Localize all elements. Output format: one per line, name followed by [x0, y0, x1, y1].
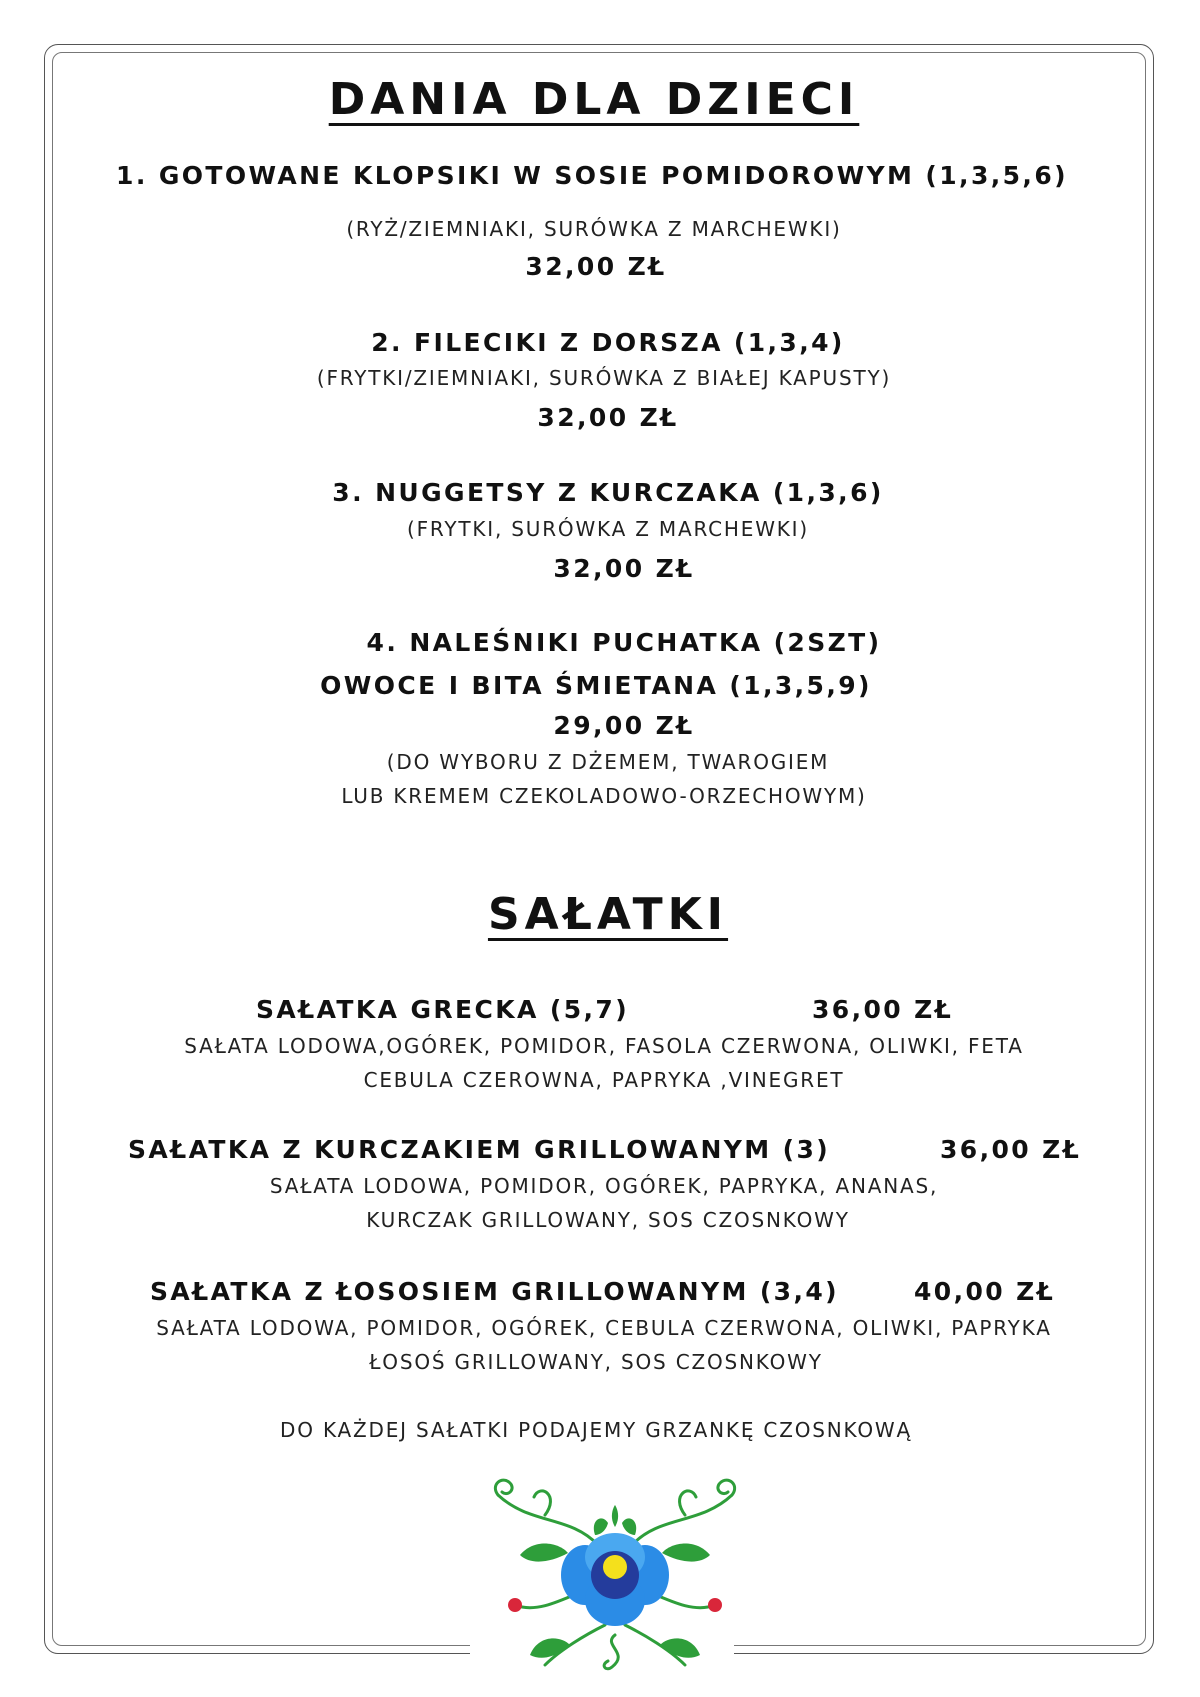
salad-3-desc-2: ŁOSOŚ GRILLOWANY, SOS CZOSNKOWY: [369, 1350, 823, 1374]
kids-item-4-desc: (DO WYBORU Z DŻEMEM, TWAROGIEM: [386, 750, 830, 774]
kids-item-3-price: 32,00 ZŁ: [553, 554, 695, 583]
salad-1-name: SAŁATKA GRECKA (5,7): [256, 995, 630, 1024]
kids-item-1-price: 32,00 ZŁ: [525, 252, 667, 281]
salad-2-desc-2: KURCZAK GRILLOWANY, SOS CZOSNKOWY: [366, 1208, 850, 1232]
salad-3-name: SAŁATKA Z ŁOSOSIEM GRILLOWANYM (3,4): [150, 1277, 839, 1306]
kids-item-4-name-2: OWOCE I BITA ŚMIETANA (1,3,5,9): [320, 671, 872, 700]
salads-note: DO KAŻDEJ SAŁATKI PODAJEMY GRZANKĘ CZOSNKOWĄ: [280, 1418, 912, 1442]
kids-item-2-price: 32,00 ZŁ: [537, 403, 679, 432]
kids-item-2-desc: (FRYTKI/ZIEMNIAKI, SURÓWKA Z BIAŁEJ KAPUSTY): [316, 366, 892, 390]
kids-item-2-name: 2. FILECIKI Z DORSZA (1,3,4): [371, 328, 845, 357]
salad-1-price: 36,00 ZŁ: [812, 995, 954, 1024]
menu-border-inner: [52, 52, 1146, 1646]
kids-heading: DANIA DLA DZIECI: [328, 74, 860, 125]
kids-item-3-desc: (FRYTKI, SURÓWKA Z MARCHEWKI): [407, 517, 809, 541]
kids-item-4-price: 29,00 ZŁ: [553, 711, 695, 740]
salads-heading: SAŁATKI: [487, 889, 729, 940]
kids-item-4-desc-2: LUB KREMEM CZEKOLADOWO-ORZECHOWYM): [341, 784, 867, 808]
folk-flower-icon: [490, 1475, 740, 1675]
salad-1-desc: SAŁATA LODOWA,OGÓREK, POMIDOR, FASOLA CZERWONA, OLIWKI, FETA: [184, 1034, 1024, 1058]
salad-2-desc: SAŁATA LODOWA, POMIDOR, OGÓREK, PAPRYKA, ANANAS,: [269, 1174, 939, 1198]
kids-item-3-name: 3. NUGGETSY Z KURCZAKA (1,3,6): [332, 478, 884, 507]
kids-item-1-desc: (RYŻ/ZIEMNIAKI, SURÓWKA Z MARCHEWKI): [346, 217, 842, 241]
salad-3-price: 40,00 ZŁ: [914, 1277, 1056, 1306]
salad-3-desc: SAŁATA LODOWA, POMIDOR, OGÓREK, CEBULA CZERWONA, OLIWKI, PAPRYKA: [156, 1316, 1052, 1340]
salad-1-desc-2: CEBULA CZEROWNA, PAPRYKA ,VINEGRET: [363, 1068, 845, 1092]
kids-item-1-name: 1. GOTOWANE KLOPSIKI W SOSIE POMIDOROWYM (1,3,5,6): [116, 161, 1068, 190]
salad-2-price: 36,00 ZŁ: [940, 1135, 1082, 1164]
kids-item-4-name: 4. NALEŚNIKI PUCHATKA (2SZT): [366, 628, 882, 657]
salad-2-name: SAŁATKA Z KURCZAKIEM GRILLOWANYM (3): [128, 1135, 831, 1164]
